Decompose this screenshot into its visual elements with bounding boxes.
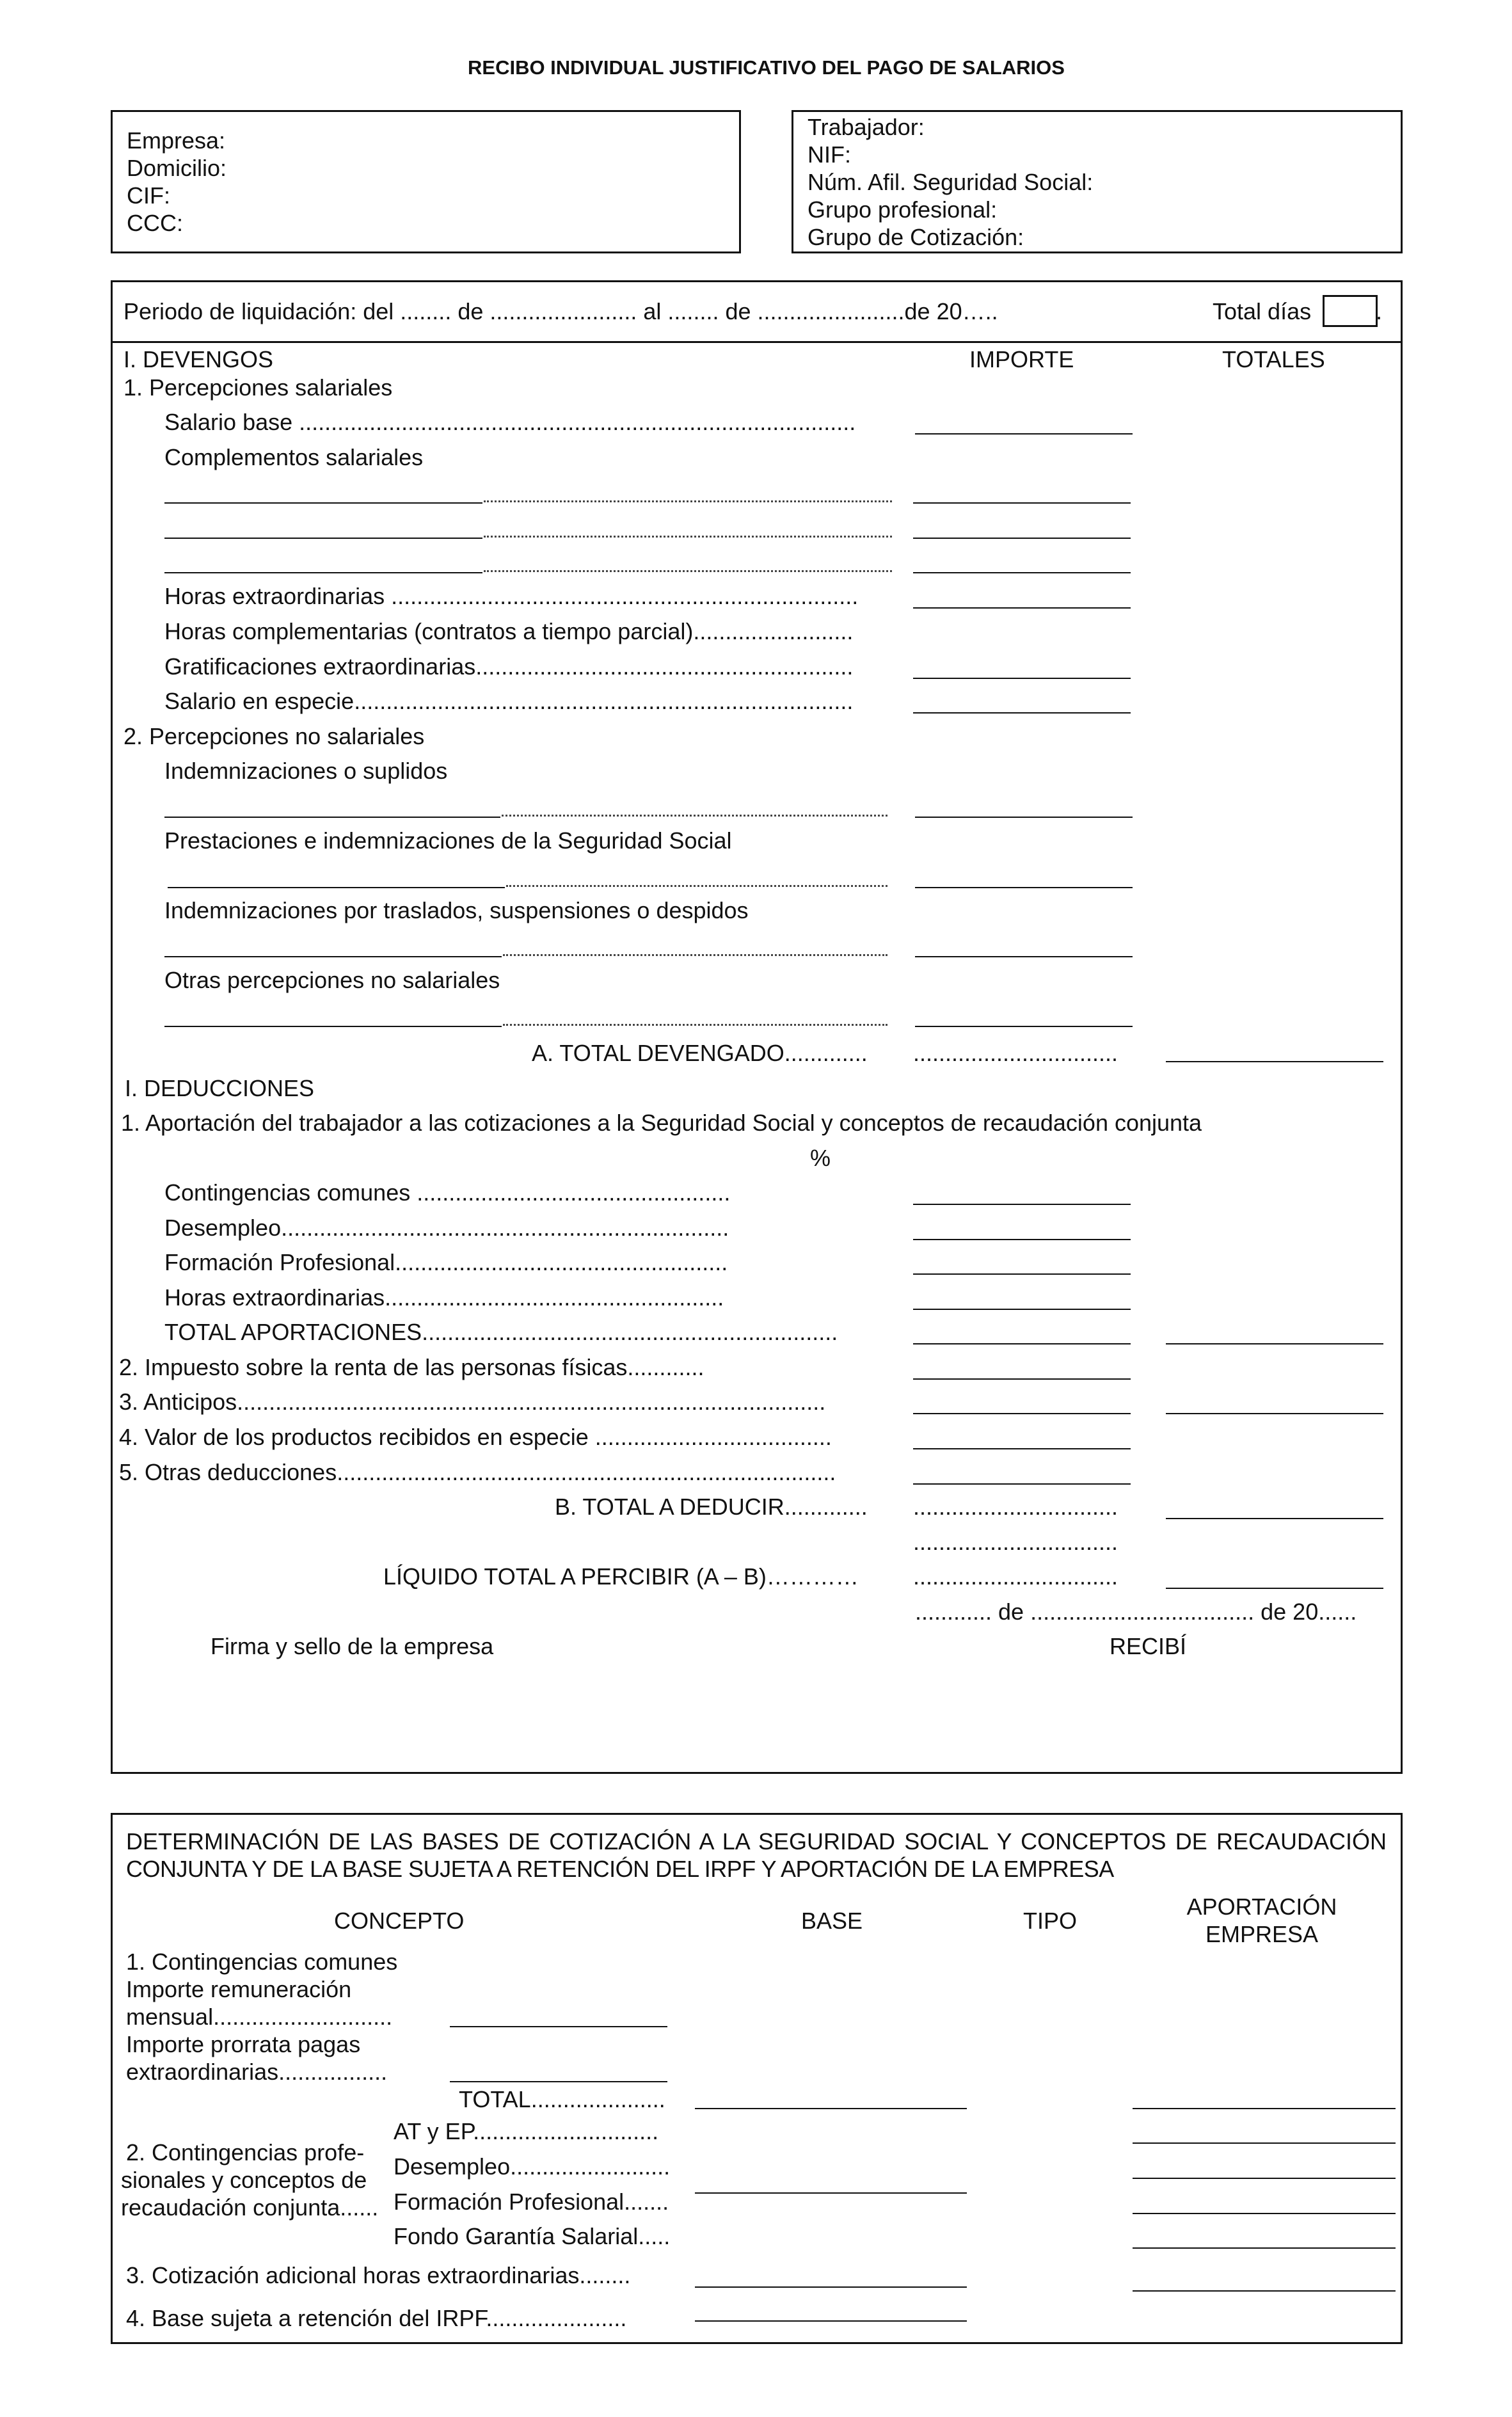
formacion-importe[interactable] xyxy=(913,1273,1131,1275)
desempleo: Desempleo...................................................................... xyxy=(164,1215,729,1241)
desempleo-aportacion[interactable] xyxy=(1133,2178,1396,2179)
base-header: BASE xyxy=(801,1908,863,1934)
ccc-label: CCC: xyxy=(127,210,183,236)
otras-percepciones-concepto[interactable] xyxy=(164,1026,502,1027)
horas-extra-aportacion[interactable] xyxy=(1133,2290,1396,2292)
complemento-3-dots xyxy=(484,570,892,572)
aportacion-trabajador: 1. Aportación del trabajador a las cotizaciones a la Seguridad Social y conceptos de recaudación conjunta xyxy=(121,1110,1202,1136)
document-title: RECIBO INDIVIDUAL JUSTIFICATIVO DEL PAGO DE SALARIOS xyxy=(468,56,1065,79)
total-aportaciones: TOTAL APORTACIONES................................................................. xyxy=(164,1319,838,1345)
indemnizaciones-importe[interactable] xyxy=(915,817,1133,818)
salario-base-importe[interactable] xyxy=(915,433,1133,435)
prestaciones-concepto[interactable] xyxy=(168,887,505,888)
traslados-importe[interactable] xyxy=(915,956,1133,957)
complemento-1-dots xyxy=(484,500,892,502)
base-retencion-irpf: 4. Base sujeta a retención del IRPF...................... xyxy=(126,2305,627,2331)
liquidacion-box xyxy=(111,280,1403,1774)
bases-heading-line1: DETERMINACIÓN DE LAS BASES DE COTIZACIÓN A LA SEGURIDAD SOCIAL Y CONCEPTOS DE RECAUDACIÓN xyxy=(126,1828,1387,1855)
percent-header: % xyxy=(810,1145,831,1171)
periodo-liquidacion: Periodo de liquidación: del ........ de ....................... al ........ de .......................de 20….. xyxy=(123,298,998,324)
nif-label: NIF: xyxy=(808,141,851,168)
concepto-header: CONCEPTO xyxy=(334,1908,465,1934)
total-a-deducir: B. TOTAL A DEDUCIR............. xyxy=(555,1494,868,1520)
irpf-base[interactable] xyxy=(695,2320,967,2322)
complemento-1-concepto[interactable] xyxy=(164,502,482,504)
total-aportaciones-total[interactable] xyxy=(1166,1343,1383,1344)
complemento-2-importe[interactable] xyxy=(913,538,1131,539)
formacion-profesional-base: Formación Profesional....... xyxy=(394,2189,669,2215)
remuneracion-mensual-field[interactable] xyxy=(450,2026,667,2027)
importe-prorrata-2: extraordinarias................. xyxy=(126,2059,388,2085)
contingencias-profesionales-1: 2. Contingencias profe- xyxy=(126,2139,365,2166)
otras-deducciones: 5. Otras deducciones.............................................................................. xyxy=(119,1459,836,1485)
empresa-label: Empresa: xyxy=(127,127,226,154)
traslados-concepto[interactable] xyxy=(164,956,502,957)
contingencias-profesionales-3: recaudación conjunta...... xyxy=(121,2194,379,2221)
total-aportacion-field[interactable] xyxy=(1133,2108,1396,2109)
total-devengado-dots: ................................ xyxy=(913,1040,1118,1066)
salario-especie-importe[interactable] xyxy=(913,712,1131,714)
total-deducir-dots: ................................ xyxy=(913,1494,1118,1520)
indemnizaciones-concepto[interactable] xyxy=(164,817,500,818)
anticipos-total[interactable] xyxy=(1166,1413,1383,1414)
traslados-dots xyxy=(503,954,887,956)
total-devengado: A. TOTAL DEVENGADO............. xyxy=(532,1040,868,1066)
horas-extraordinarias-deduccion: Horas extraordinarias..................................................... xyxy=(164,1284,724,1311)
total-devengado-total[interactable] xyxy=(1166,1061,1383,1062)
aportacion-header-2: EMPRESA xyxy=(1205,1921,1319,1947)
liquido-total-field[interactable] xyxy=(1166,1588,1383,1589)
contingencias-comunes-base: 1. Contingencias comunes xyxy=(126,1949,398,1975)
fondo-garantia-salarial: Fondo Garantía Salarial..... xyxy=(394,2223,671,2249)
contingencias-profesionales-base[interactable] xyxy=(695,2192,967,2194)
prestaciones-seguridad-social: Prestaciones e indemnizaciones de la Seguridad Social xyxy=(164,827,732,854)
empresa-box xyxy=(111,110,741,253)
devengos-header: I. DEVENGOS xyxy=(123,346,274,372)
fogasa-aportacion[interactable] xyxy=(1133,2247,1396,2249)
otras-deducciones-importe[interactable] xyxy=(913,1483,1131,1485)
horas-extra-deduccion-importe[interactable] xyxy=(913,1309,1131,1310)
importe-remuneracion-1: Importe remuneración xyxy=(126,1976,352,2002)
importe-header: IMPORTE xyxy=(969,346,1074,372)
complemento-1-importe[interactable] xyxy=(913,502,1131,504)
complemento-3-concepto[interactable] xyxy=(164,572,482,573)
grupo-profesional-label: Grupo profesional: xyxy=(808,196,998,223)
formacion-aportacion[interactable] xyxy=(1133,2213,1396,2214)
anticipos: 3. Anticipos............................................................................................ xyxy=(119,1389,826,1415)
total-dias-label: Total días xyxy=(1213,298,1312,324)
horas-complementarias: Horas complementarias (contratos a tiempo parcial)......................... xyxy=(164,618,854,644)
contingencias-profesionales-2: sionales y conceptos de xyxy=(121,2167,367,2193)
complemento-2-concepto[interactable] xyxy=(164,538,482,539)
trabajador-label: Trabajador: xyxy=(808,114,925,140)
total-aportaciones-importe[interactable] xyxy=(913,1343,1131,1344)
prestaciones-dots xyxy=(506,885,887,887)
total-dias-field[interactable] xyxy=(1323,295,1378,327)
liquido-total: LÍQUIDO TOTAL A PERCIBIR (A – B)………… xyxy=(383,1563,859,1590)
desempleo-base: Desempleo......................... xyxy=(394,2153,671,2180)
horas-extraordinarias-importe[interactable] xyxy=(913,607,1131,609)
gratificaciones-importe[interactable] xyxy=(913,678,1131,679)
otras-percepciones-importe[interactable] xyxy=(915,1026,1133,1027)
at-ep-aportacion[interactable] xyxy=(1133,2142,1396,2144)
irpf-importe[interactable] xyxy=(913,1378,1131,1380)
valor-productos-importe[interactable] xyxy=(913,1448,1131,1449)
indemnizaciones-suplidos: Indemnizaciones o suplidos xyxy=(164,758,448,784)
aportacion-header-1: APORTACIÓN xyxy=(1186,1894,1337,1920)
cif-label: CIF: xyxy=(127,182,170,209)
complementos-salariales: Complementos salariales xyxy=(164,444,424,470)
indemnizaciones-traslados: Indemnizaciones por traslados, suspensiones o despidos xyxy=(164,897,749,923)
cotizacion-adicional-horas-extra: 3. Cotización adicional horas extraordinarias........ xyxy=(126,2262,631,2288)
percepciones-salariales: 1. Percepciones salariales xyxy=(123,374,393,401)
importe-prorrata-1: Importe prorrata pagas xyxy=(126,2031,361,2057)
gratificaciones-extraordinarias: Gratificaciones extraordinarias........................................................... xyxy=(164,653,854,680)
blank-dots: ................................ xyxy=(913,1529,1118,1555)
otras-percepciones: Otras percepciones no salariales xyxy=(164,967,500,993)
otras-percepciones-dots xyxy=(503,1024,887,1026)
at-ep: AT y EP............................. xyxy=(394,2118,659,2144)
importe-remuneracion-2: mensual............................ xyxy=(126,2004,393,2030)
formacion-profesional: Formación Profesional.................................................... xyxy=(164,1249,728,1275)
periodo-separator xyxy=(113,341,1401,343)
total-contingencias-comunes: TOTAL..................... xyxy=(459,2086,665,2112)
contingencias-comunes: Contingencias comunes ................................................. xyxy=(164,1179,731,1206)
prorrata-field[interactable] xyxy=(450,2081,667,2082)
bases-heading-line2: CONJUNTA Y DE LA BASE SUJETA A RETENCIÓN DEL IRPF Y APORTACIÓN DE LA EMPRESA xyxy=(126,1856,1114,1882)
prestaciones-importe[interactable] xyxy=(915,887,1133,888)
indemnizaciones-dots xyxy=(502,815,887,817)
total-base-field[interactable] xyxy=(695,2108,967,2109)
salario-en-especie: Salario en especie.............................................................................. xyxy=(164,688,854,714)
deducciones-header: I. DEDUCCIONES xyxy=(125,1075,315,1101)
horas-extra-base[interactable] xyxy=(695,2286,967,2288)
anticipos-importe[interactable] xyxy=(913,1413,1131,1414)
grupo-cotizacion-label: Grupo de Cotización: xyxy=(808,224,1024,250)
salario-base: Salario base ....................................................................................... xyxy=(164,409,856,435)
liquido-dots: ................................ xyxy=(913,1563,1118,1590)
trabajador-box xyxy=(792,110,1403,253)
contingencias-importe[interactable] xyxy=(913,1204,1131,1205)
recibi-label: RECIBÍ xyxy=(1110,1633,1187,1659)
total-dias-dot: . xyxy=(1376,298,1383,324)
percepciones-no-salariales: 2. Percepciones no salariales xyxy=(123,723,425,749)
irpf: 2. Impuesto sobre la renta de las personas físicas............ xyxy=(119,1354,704,1380)
domicilio-label: Domicilio: xyxy=(127,155,227,181)
fecha-recibo: ............ de ................................... de 20...... xyxy=(915,1599,1357,1625)
afiliacion-label: Núm. Afil. Seguridad Social: xyxy=(808,169,1094,195)
desempleo-importe[interactable] xyxy=(913,1239,1131,1240)
firma-empresa: Firma y sello de la empresa xyxy=(211,1633,494,1659)
complemento-3-importe[interactable] xyxy=(913,572,1131,573)
horas-extraordinarias: Horas extraordinarias ......................................................................... xyxy=(164,583,859,609)
complemento-2-dots xyxy=(484,536,892,538)
valor-productos-especie: 4. Valor de los productos recibidos en especie ..................................... xyxy=(119,1424,832,1450)
tipo-header: TIPO xyxy=(1023,1908,1078,1934)
totales-header: TOTALES xyxy=(1222,346,1325,372)
total-deducir-total[interactable] xyxy=(1166,1518,1383,1519)
